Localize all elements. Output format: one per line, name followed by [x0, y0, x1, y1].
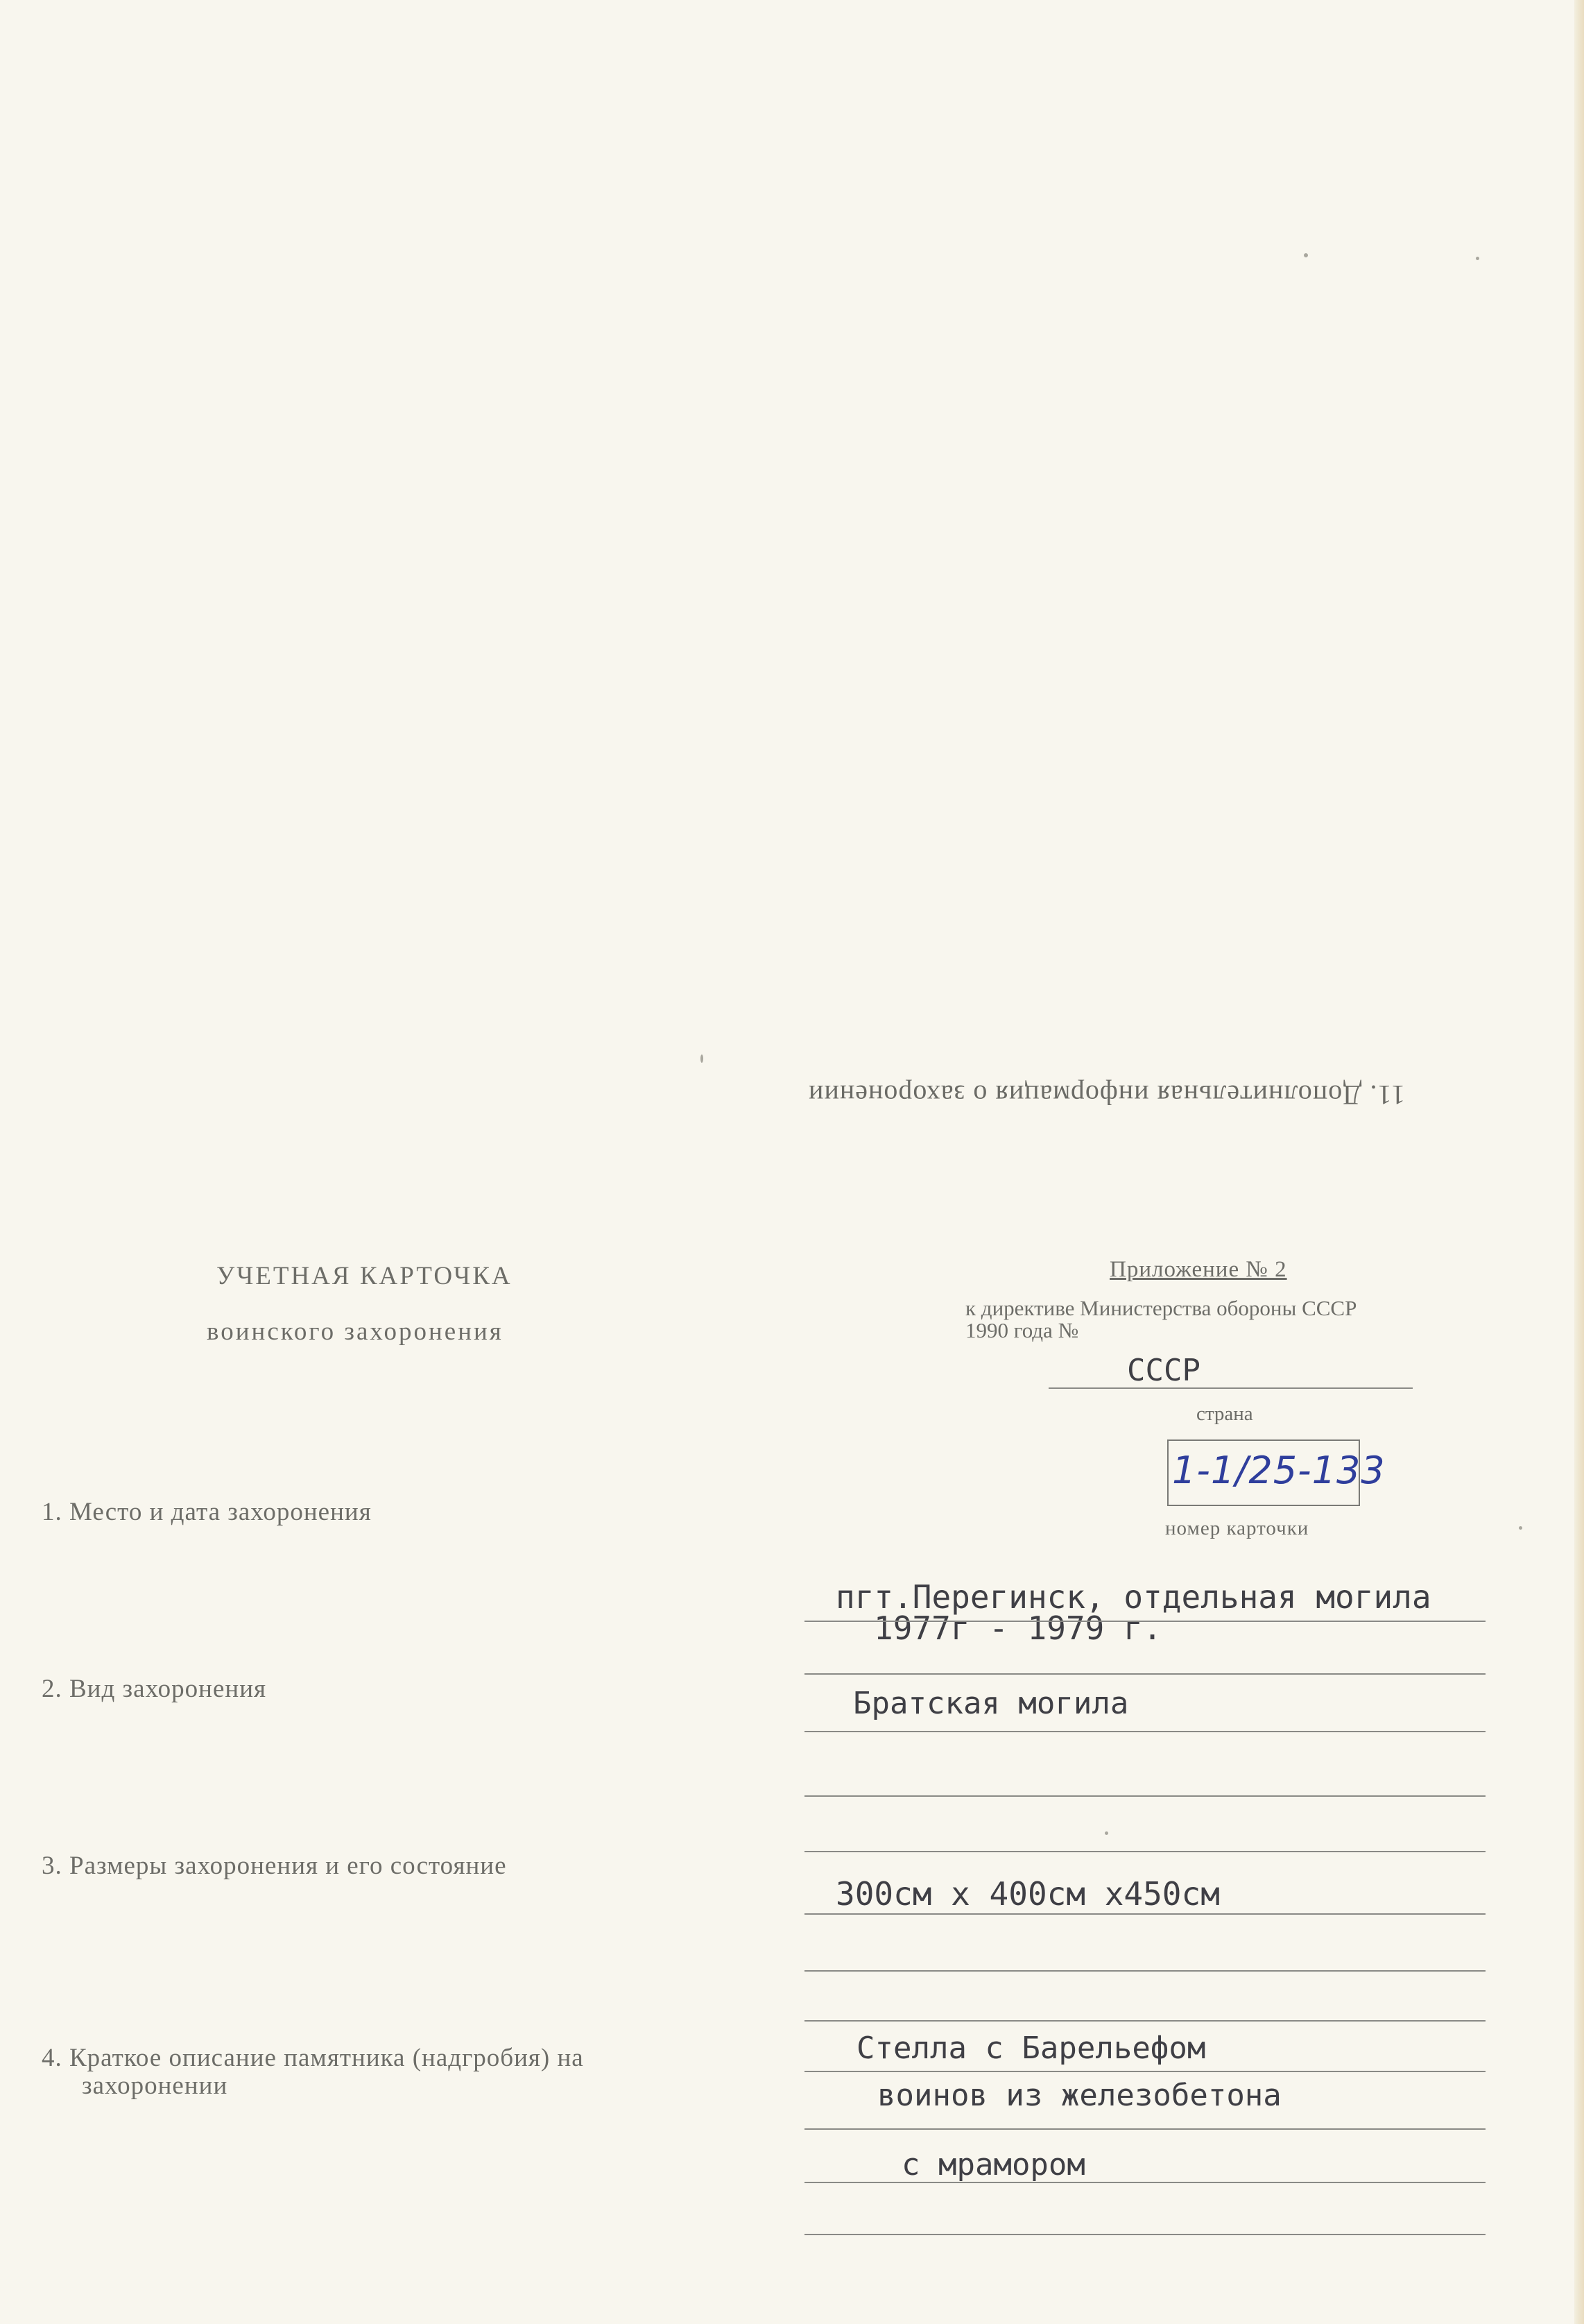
scan-speck: [1304, 253, 1308, 257]
field-2-rule-2: [804, 1795, 1486, 1797]
field-2-line-1: Братская могила: [853, 1686, 1129, 1721]
page-edge: [1574, 0, 1584, 2324]
country-value: СССР: [1127, 1353, 1200, 1388]
scan-speck: [700, 1054, 703, 1063]
field-4-line-1: Стелла с Барельефом: [856, 2031, 1206, 2066]
field-3-line-1: 300см х 400см х450см: [836, 1875, 1220, 1913]
field-4-line-3: с мрамором: [902, 2147, 1085, 2182]
field-3-rule-2: [804, 1913, 1486, 1915]
field-1-rule-1: [804, 1621, 1486, 1622]
field-4-rule-4: [804, 2234, 1486, 2235]
scan-speck: [1519, 1526, 1522, 1530]
scan-speck: [1476, 257, 1479, 260]
field-1-rule-2: [804, 1673, 1486, 1675]
field-4-rule-0: [804, 2020, 1486, 2022]
card-title: УЧЕТНАЯ КАРТОЧКА: [216, 1262, 513, 1290]
field-3-rule-3: [804, 1970, 1486, 1972]
card-number-value: 1-1/25-133: [1172, 1449, 1386, 1492]
field-3-label: 3. Размеры захоронения и его состояние: [42, 1852, 507, 1880]
field-1-line-1: пгт.Перегинск, отдельная могила: [836, 1578, 1431, 1616]
field-3-rule-1: [804, 1851, 1486, 1852]
field-4-label-line-1: 4. Краткое описание памятника (надгробия) на: [42, 2044, 584, 2072]
field-1-label: 1. Место и дата захоронения: [42, 1498, 372, 1526]
card-number-label: номер карточки: [1165, 1517, 1309, 1539]
field-4-line-2: воинов из железобетона: [877, 2078, 1282, 2113]
appendix-year-line: 1990 года №: [965, 1318, 1079, 1342]
field-2-label: 2. Вид захоронения: [42, 1675, 267, 1703]
field-4-label-line-2: захоронении: [82, 2071, 228, 2100]
field-4-rule-2: [804, 2128, 1486, 2130]
country-underline: [1049, 1387, 1413, 1389]
appendix-directive-line: к директиве Министерства обороны СССР: [965, 1296, 1357, 1320]
field-4-rule-1: [804, 2071, 1486, 2072]
appendix-title: Приложение № 2: [1110, 1257, 1287, 1282]
country-label: страна: [1196, 1403, 1253, 1425]
field-1-line-2: 1977г - 1979 г.: [874, 1609, 1162, 1647]
field-4-rule-3: [804, 2182, 1486, 2183]
card-subtitle: воинского захоронения: [207, 1317, 503, 1346]
reverse-side-header: 11. Дополнительная информация о захоронении: [808, 1079, 1405, 1111]
field-2-rule-1: [804, 1731, 1486, 1732]
scan-speck: [1105, 1831, 1108, 1835]
